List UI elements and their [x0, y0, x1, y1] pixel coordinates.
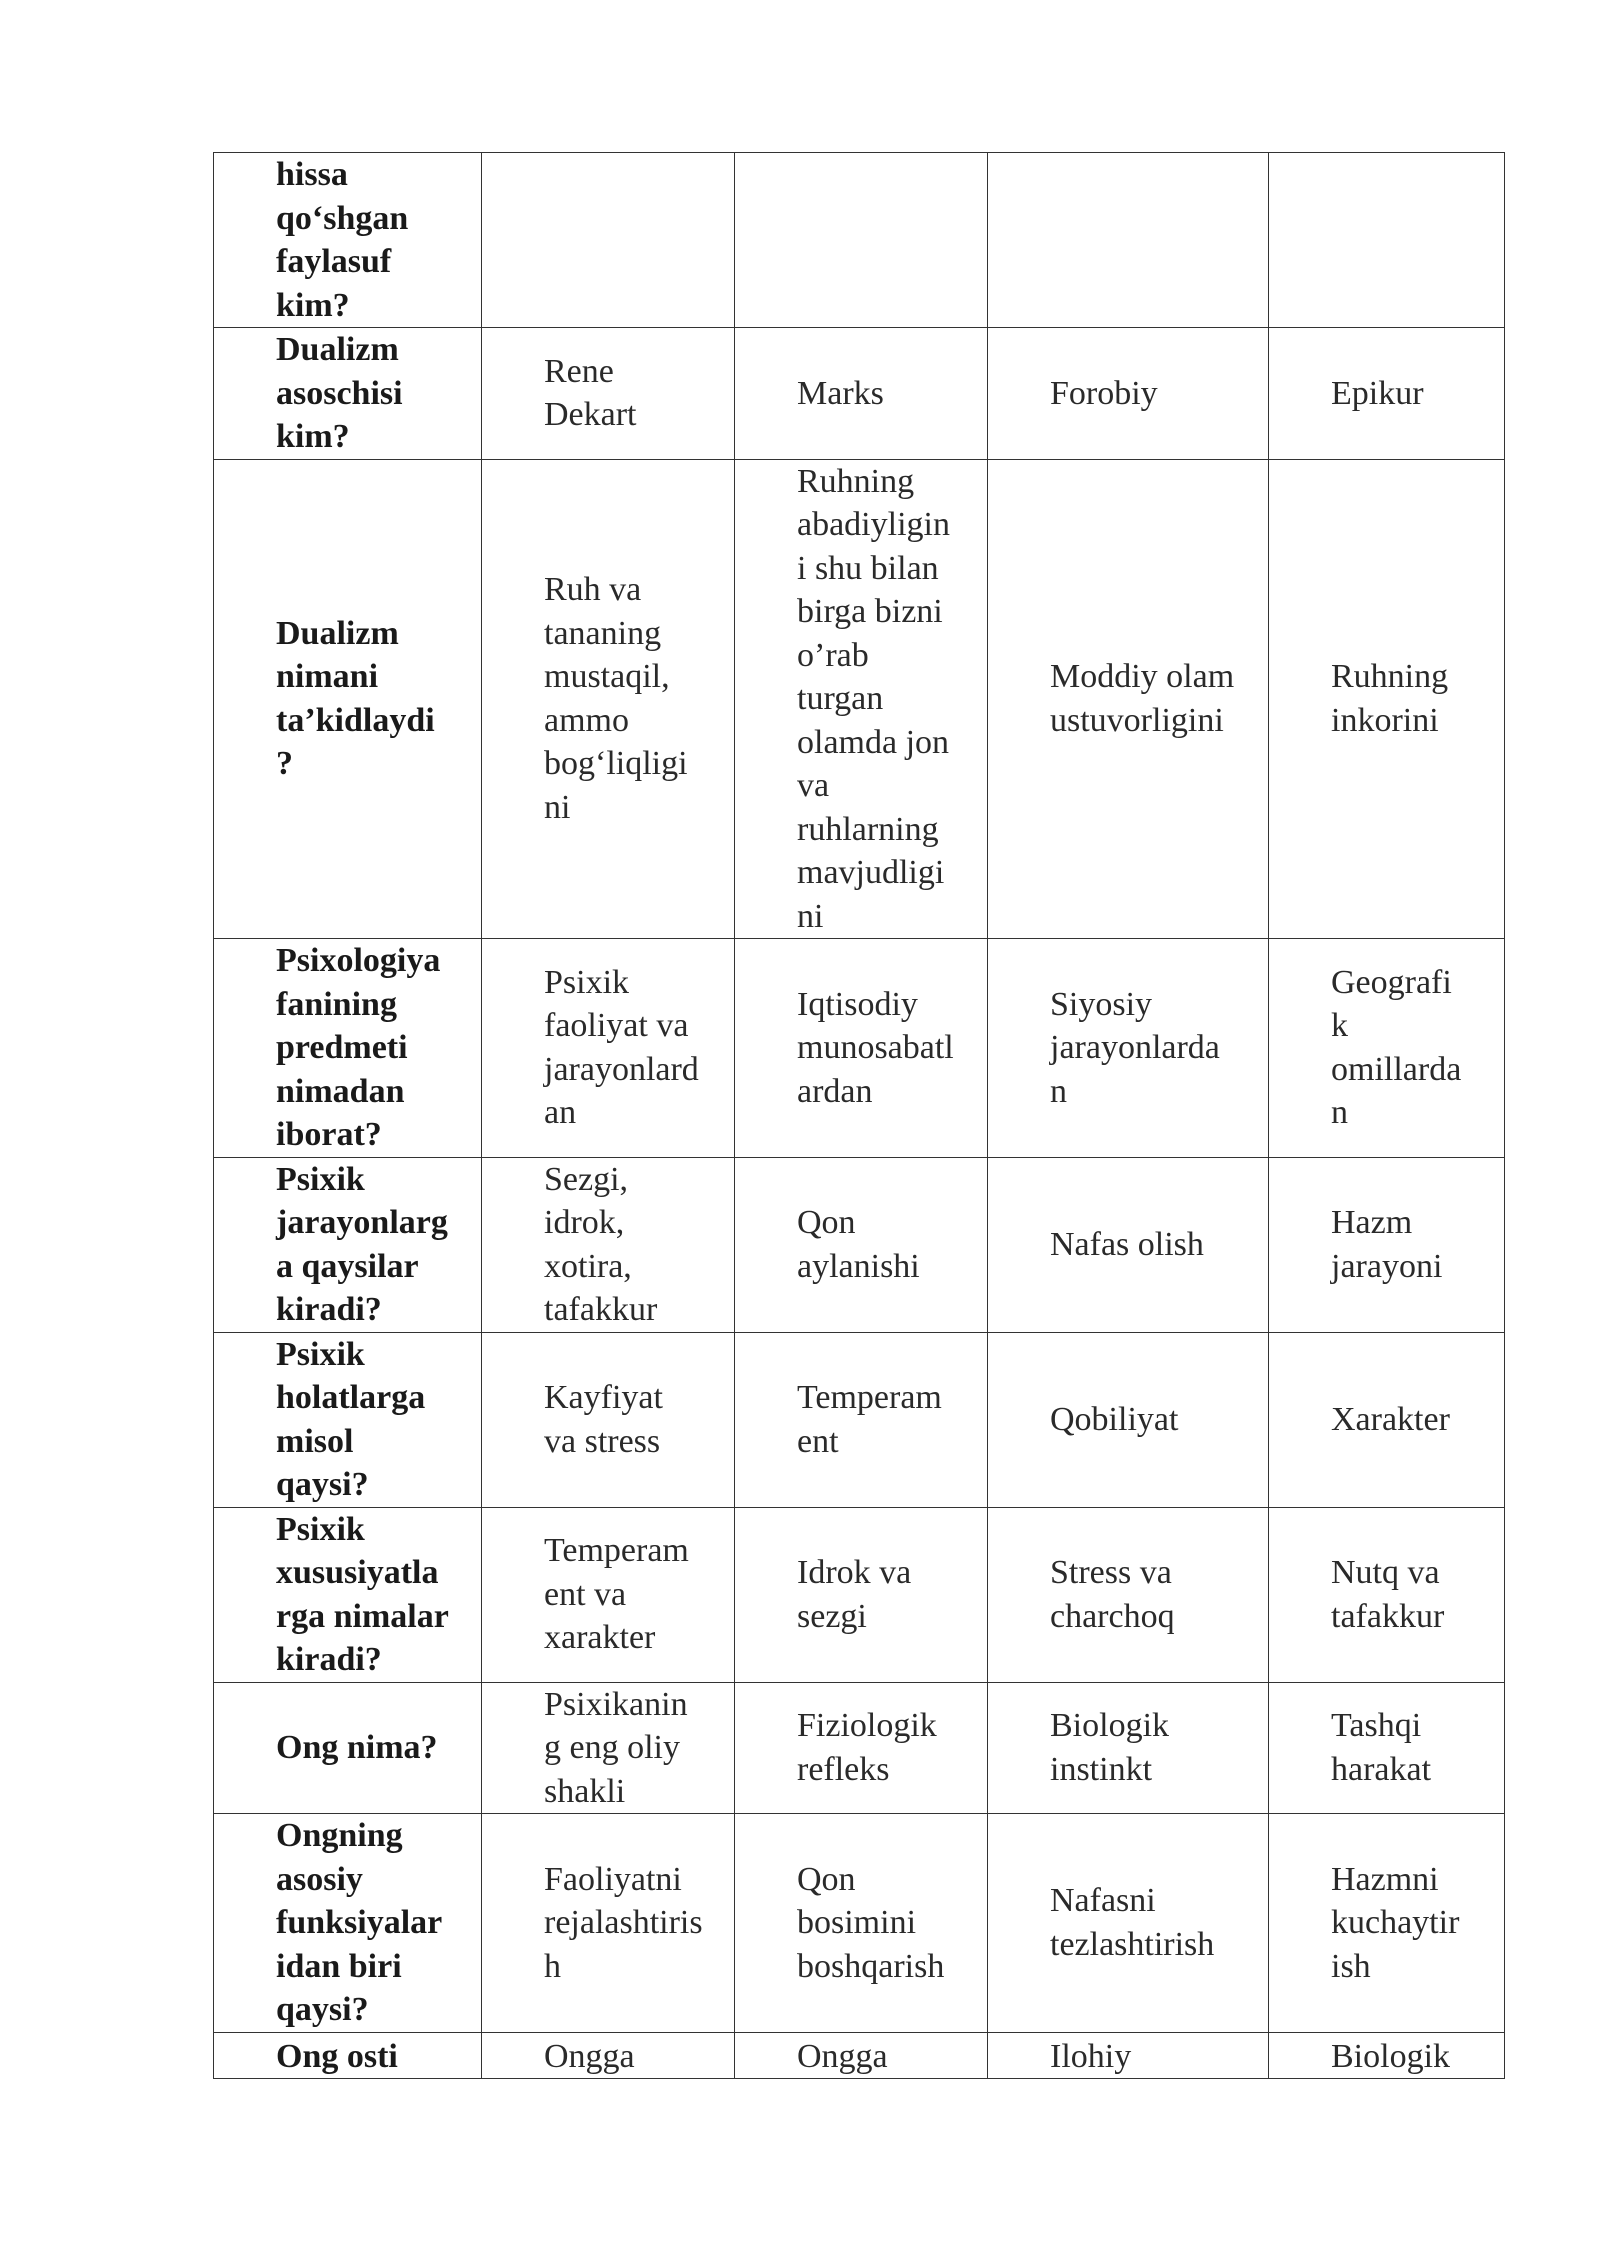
answer-text: Tashqi harakat [1331, 1707, 1432, 1788]
answer-text: Temperam ent va xarakter [544, 1532, 689, 1657]
answer-cell [735, 153, 988, 328]
question-text: hissa qo‘shgan faylasuf kim? [276, 156, 409, 324]
answer-text: Sezgi, idrok, xotira, tafakkur [544, 1160, 658, 1328]
answer-text: Stress va charchoq [1050, 1554, 1175, 1635]
answer-text: Ongga [797, 2037, 888, 2075]
answer-cell [735, 1682, 988, 1814]
answer-text: Fiziologik refleks [797, 1707, 937, 1788]
question-cell [214, 459, 482, 939]
answer-cell [1269, 1157, 1505, 1332]
question-cell [214, 939, 482, 1158]
answer-cell [482, 2032, 735, 2079]
table-row [214, 328, 1505, 460]
question-cell [214, 1682, 482, 1814]
answer-text: Hazm jarayoni [1331, 1204, 1443, 1285]
question-text: Psixik jarayonlarg a qaysilar kiradi? [276, 1160, 448, 1328]
answer-cell [482, 1682, 735, 1814]
answer-cell [1269, 1682, 1505, 1814]
table-row [214, 459, 1505, 939]
answer-cell [988, 328, 1269, 460]
answer-cell [988, 1814, 1269, 2033]
answer-cell [988, 939, 1269, 1158]
question-cell [214, 153, 482, 328]
answer-text: Ilohiy [1050, 2037, 1132, 2075]
question-cell [214, 2032, 482, 2079]
answer-text: Siyosiy jarayonlarda n [1050, 985, 1220, 1110]
answer-text: Qobiliyat [1050, 1400, 1179, 1438]
question-cell [214, 1332, 482, 1507]
answer-cell [1269, 1814, 1505, 2033]
table-row [214, 153, 1505, 328]
question-text: Psixologiya fanining predmeti nimadan iborat? [276, 942, 441, 1153]
answer-text: Ruhning inkorini [1331, 658, 1449, 739]
quiz-table [213, 152, 1505, 2079]
answer-cell [988, 1332, 1269, 1507]
table-row [214, 1157, 1505, 1332]
answer-text: Iqtisodiy munosabatl ardan [797, 985, 954, 1110]
answer-cell [735, 459, 988, 939]
answer-text: Psixik faoliyat va jarayonlard an [544, 963, 699, 1132]
answer-cell [988, 153, 1269, 328]
answer-cell [1269, 1332, 1505, 1507]
question-text: Psixik xususiyatla rga nimalar kiradi? [276, 1510, 449, 1678]
answer-text: Marks [797, 374, 884, 412]
answer-cell [482, 1814, 735, 2033]
answer-text: Geografi k omillarda n [1331, 963, 1462, 1132]
answer-text: Rene Dekart [544, 352, 637, 434]
question-cell [214, 328, 482, 460]
question-text: Dualizm nimani ta’kidlaydi ? [276, 614, 435, 783]
table-row [214, 1814, 1505, 2033]
answer-text: Qon aylanishi [797, 1204, 920, 1285]
table-row [214, 1507, 1505, 1682]
answer-cell [482, 328, 735, 460]
answer-text: Faoliyatni rejalashtiris h [544, 1860, 703, 1985]
answer-cell [1269, 2032, 1505, 2079]
answer-cell [735, 1507, 988, 1682]
answer-cell [735, 1157, 988, 1332]
answer-cell [1269, 459, 1505, 939]
answer-cell [735, 328, 988, 460]
answer-cell [735, 939, 988, 1158]
question-text: Psixik holatlarga misol qaysi? [276, 1335, 426, 1503]
answer-text: Temperam ent [797, 1379, 942, 1460]
answer-cell [482, 939, 735, 1158]
answer-cell [1269, 153, 1505, 328]
question-cell [214, 1814, 482, 2033]
answer-text: Nafas olish [1050, 1225, 1204, 1263]
table-row [214, 1332, 1505, 1507]
answer-text: Ongga [544, 2037, 635, 2075]
answer-text: Xarakter [1331, 1400, 1450, 1438]
answer-text: Biologik instinkt [1050, 1707, 1170, 1788]
answer-text: Ruh va tananing mustaqil, ammo bog‘liqligi ni [544, 571, 688, 826]
answer-cell [735, 1814, 988, 2033]
answer-cell [482, 459, 735, 939]
question-text: Ong nima? [276, 1729, 438, 1766]
question-cell [214, 1507, 482, 1682]
answer-text: Forobiy [1050, 374, 1158, 412]
answer-cell [988, 2032, 1269, 2079]
answer-cell [482, 153, 735, 328]
answer-cell [1269, 939, 1505, 1158]
answer-cell [482, 1507, 735, 1682]
answer-text: Nutq va tafakkur [1331, 1554, 1445, 1635]
answer-text: Nafasni tezlashtirish [1050, 1882, 1215, 1963]
answer-cell [1269, 328, 1505, 460]
answer-text: Qon bosimini boshqarish [797, 1860, 945, 1985]
answer-text: Ruhning abadiyligin i shu bilan birga bizni o’rab turgan olamda jon va ruhlarning mavjudligi ni [797, 462, 950, 935]
question-text: Dualizm asoschisi kim? [276, 331, 403, 455]
answer-cell [735, 2032, 988, 2079]
answer-cell [988, 459, 1269, 939]
question-text: Ongning asosiy funksiyalar idan biri qaysi? [276, 1817, 443, 2028]
table-row [214, 939, 1505, 1158]
answer-text: Epikur [1331, 374, 1424, 412]
answer-text: Psixikanin g eng oliy shakli [544, 1685, 688, 1810]
answer-cell [482, 1157, 735, 1332]
answer-cell [735, 1332, 988, 1507]
answer-cell [988, 1157, 1269, 1332]
question-text: Ong osti [276, 2037, 398, 2075]
answer-text: Hazmni kuchaytir ish [1331, 1860, 1460, 1985]
question-cell [214, 1157, 482, 1332]
answer-text: Kayfiyat va stress [544, 1379, 663, 1460]
answer-cell [1269, 1507, 1505, 1682]
table-row [214, 1682, 1505, 1814]
answer-text: Idrok va sezgi [797, 1554, 912, 1635]
answer-text: Biologik [1331, 2037, 1451, 2075]
answer-cell [988, 1507, 1269, 1682]
table-row [214, 2032, 1505, 2079]
answer-cell [482, 1332, 735, 1507]
answer-text: Moddiy olam ustuvorligini [1050, 658, 1235, 739]
answer-cell [988, 1682, 1269, 1814]
